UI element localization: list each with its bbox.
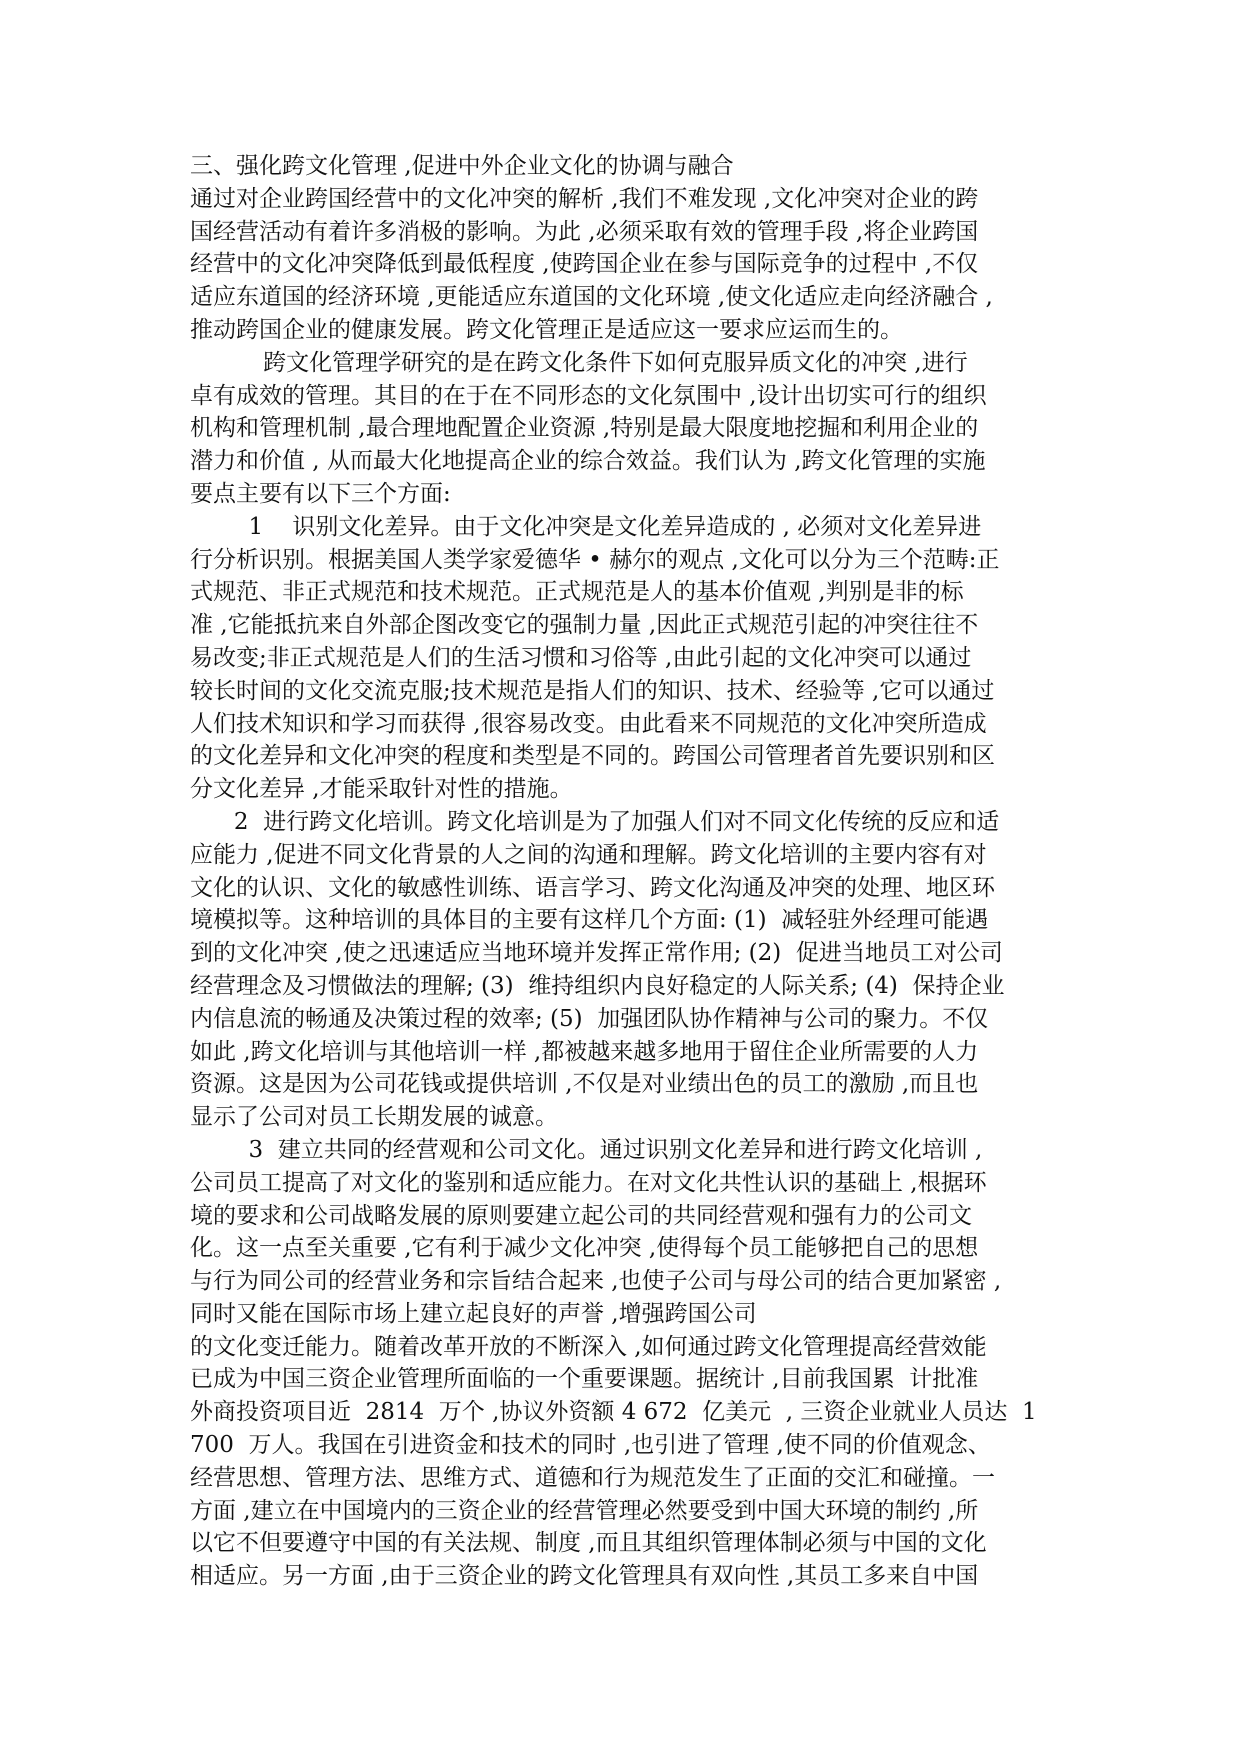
text-line: 1 识别文化差异。由于文化冲突是文化差异造成的 , 必须对文化差异进 xyxy=(190,513,982,540)
text-line: 式规范、非正式规范和技术规范。正式规范是人的基本价值观 ,判别是非的标 xyxy=(190,579,964,606)
text-line: 的文化差异和文化冲突的程度和类型是不同的。跨国公司管理者首先要识别和区 xyxy=(190,743,995,770)
text-line: 经营中的文化冲突降低到最低程度 ,使跨国企业在参与国际竞争的过程中 ,不仅 xyxy=(190,251,979,278)
text-line: 与行为同公司的经营业务和宗旨结合起来 ,也使子公司与母公司的结合更加紧密 , xyxy=(190,1268,1002,1295)
text-line: 国经营活动有着许多消极的影响。为此 ,必须采取有效的管理手段 ,将企业跨国 xyxy=(190,218,979,245)
text-line: 准 ,它能抵抗来自外部企图改变它的强制力量 ,因此正式规范引起的冲突往往不 xyxy=(190,612,979,639)
text-line: 境的要求和公司战略发展的原则要建立起公司的共同经营观和强有力的公司文 xyxy=(190,1202,972,1229)
text-line: 人们技术知识和学习而获得 ,很容易改变。由此看来不同规范的文化冲突所造成 xyxy=(190,710,987,737)
text-line: 易改变;非正式规范是人们的生活习惯和习俗等 ,由此引起的文化冲突可以通过 xyxy=(190,644,972,671)
text-line: 同时又能在国际市场上建立起良好的声誉 ,增强跨国公司 xyxy=(190,1300,757,1327)
text-line: 卓有成效的管理。其目的在于在不同形态的文化氛围中 ,设计出切实可行的组织 xyxy=(190,382,987,409)
text-line: 相适应。另一方面 ,由于三资企业的跨文化管理具有双向性 ,其员工多来自中国 xyxy=(190,1563,979,1590)
text-line: 的文化变迁能力。随着改革开放的不断深入 ,如何通过跨文化管理提高经营效能 xyxy=(190,1333,987,1360)
text-line: 经营理念及习惯做法的理解; (3) 维持组织内良好稳定的人际关系; (4) 保持企业 xyxy=(190,972,1005,999)
text-line: 如此 ,跨文化培训与其他培训一样 ,都被越来越多地用于留住企业所需要的人力 xyxy=(190,1038,979,1065)
text-line: 经营思想、管理方法、思维方式、道德和行为规范发生了正面的交汇和碰撞。一 xyxy=(190,1464,995,1491)
text-line: 3 建立共同的经营观和公司文化。通过识别文化差异和进行跨文化培训 , xyxy=(190,1136,983,1163)
text-line: 适应东道国的经济环境 ,更能适应东道国的文化环境 ,使文化适应走向经济融合 , xyxy=(190,284,993,311)
text-line: 2 进行跨文化培训。跨文化培训是为了加强人们对不同文化传统的反应和适 xyxy=(190,808,1000,835)
text-line: 化。这一点至关重要 ,它有利于减少文化冲突 ,使得每个员工能够把自己的思想 xyxy=(190,1235,979,1262)
document-body xyxy=(190,150,1080,1593)
text-line: 外商投资项目近 2814 万个 ,协议外资额 4 672 亿美元 , 三资企业就业人员达 1 xyxy=(190,1399,1037,1426)
text-line: 推动跨国企业的健康发展。跨文化管理正是适应这一要求应运而生的。 xyxy=(190,316,903,343)
text-line: 以它不但要遵守中国的有关法规、制度 ,而且其组织管理体制必须与中国的文化 xyxy=(190,1530,987,1557)
text-line: 显示了公司对员工长期发展的诚意。 xyxy=(190,1104,558,1131)
text-line: 资源。这是因为公司花钱或提供培训 ,不仅是对业绩出色的员工的激励 ,而且也 xyxy=(190,1071,979,1098)
text-line: 内信息流的畅通及决策过程的效率; (5) 加强团队协作精神与公司的聚力。不仅 xyxy=(190,1005,989,1032)
text-line: 机构和管理机制 ,最合理地配置企业资源 ,特别是最大限度地挖掘和利用企业的 xyxy=(190,415,979,442)
text-line: 到的文化冲突 ,使之迅速适应当地环境并发挥正常作用; (2) 促进当地员工对公司 xyxy=(190,940,1003,967)
text-line: 分文化差异 ,才能采取针对性的措施。 xyxy=(190,776,573,803)
text-line: 应能力 ,促进不同文化背景的人之间的沟通和理解。跨文化培训的主要内容有对 xyxy=(190,841,987,868)
text-line: 较长时间的文化交流克服;技术规范是指人们的知识、技术、经验等 ,它可以通过 xyxy=(190,677,995,704)
text-line: 境模拟等。这种培训的具体目的主要有这样几个方面: (1) 减轻驻外经理可能遇 xyxy=(190,907,989,934)
text-line: 公司员工提高了对文化的鉴别和适应能力。在对文化共性认识的基础上 ,根据环 xyxy=(190,1169,987,1196)
text-line: 文化的认识、文化的敏感性训练、语言学习、跨文化沟通及冲突的处理、地区环 xyxy=(190,874,995,901)
text-line: 方面 ,建立在中国境内的三资企业的经营管理必然要受到中国大环境的制约 ,所 xyxy=(190,1497,979,1524)
text-line: 通过对企业跨国经营中的文化冲突的解析 ,我们不难发现 ,文化冲突对企业的跨 xyxy=(190,185,979,212)
text-line: 要点主要有以下三个方面: xyxy=(190,480,451,507)
section-heading: 三、强化跨文化管理 ,促进中外企业文化的协调与融合 xyxy=(190,153,734,179)
text-line: 跨文化管理学研究的是在跨文化条件下如何克服异质文化的冲突 ,进行 xyxy=(190,349,968,376)
text-line: 潜力和价值 , 从而最大化地提高企业的综合效益。我们认为 ,跨文化管理的实施 xyxy=(190,448,986,475)
text-line: 700 万人。我国在引进资金和技术的同时 ,也引进了管理 ,使不同的价值观念、 xyxy=(190,1432,991,1459)
text-line: 已成为中国三资企业管理所面临的一个重要课题。据统计 ,目前我国累 计批准 xyxy=(190,1366,979,1393)
paragraph-lines xyxy=(190,183,1080,1593)
text-line: 行分析识别。根据美国人类学家爱德华 • 赫尔的观点 ,文化可以分为三个范畴:正 xyxy=(190,546,1000,573)
